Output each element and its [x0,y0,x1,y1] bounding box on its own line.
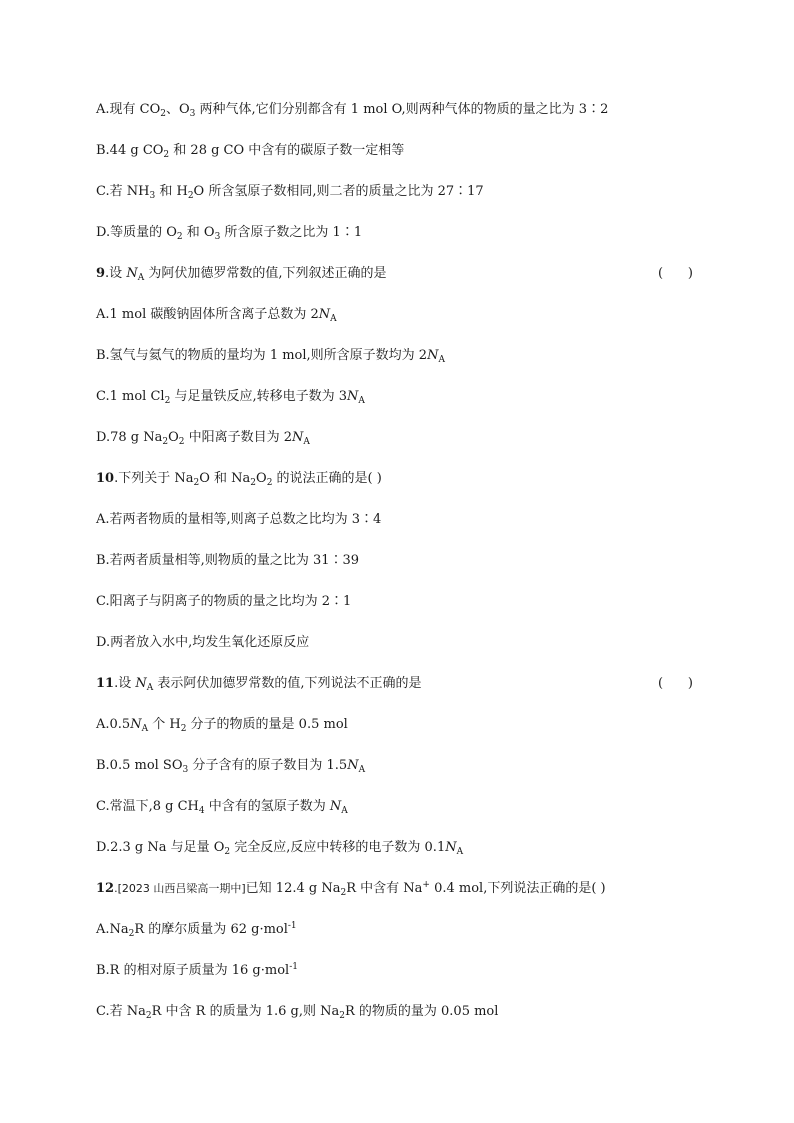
q11-option-d: D.2.3 g Na 与足量 $O_2$ 完全反应,反应中转移的电子数为 $0.1N_A$ [96,840,464,857]
answer-bracket: ( ) [658,266,693,281]
question-number: 9 [96,266,106,281]
q11-stem: 11.设 $N_A$ 表示阿伏加德罗常数的值,下列说法不正确的是 [96,676,422,693]
q10-stem: 10.下列关于 $Na_2O$ 和 $Na_2O_2$ 的说法正确的是( ) [96,471,382,488]
q12-option-c: C.若 $Na_2R$ 中含 R 的质量为 1.6 g,则 $Na_2R$ 的物质的量为 0.05 mol [96,1004,499,1021]
q12-option-a: $A.Na_2R$ 的摩尔质量为 62 g·mol$^{-1}$ [96,921,297,939]
q11-option-c: C.常温下,8 g $CH_4$ 中含有的氢原子数为 $N_A$ [96,799,348,816]
q8-option-b: B.44 g $CO_2$ 和 28 g CO 中含有的碳原子数一定相等 [96,143,405,160]
q8-option-d: D.等质量的 $O_2$ 和 $O_3$ 所含原子数之比为 1∶1 [96,225,363,242]
q10-option-d: D.两者放入水中,均发生氧化还原反应 [96,635,310,650]
q9-option-c: C.1 mol $Cl_2$ 与足量铁反应,转移电子数为 $3N_A$ [96,389,365,406]
q8-option-c: C.若 $NH_3$ 和 $H_2O$ 所含氢原子数相同,则二者的质量之比为 27∶17 [96,184,484,201]
answer-bracket: ( ) [658,676,693,691]
q9-stem: 9.设 $N_A$ 为阿伏加德罗常数的值,下列叙述正确的是 [96,266,387,283]
q10-option-c: C.阳离子与阴离子的物质的量之比均为 2∶1 [96,594,352,609]
q12-option-b: B.R 的相对原子质量为 16 g·mol$^{-1}$ [96,962,298,978]
q11-option-a: $A.0.5N_A$ 个 $H_2$ 分子的物质的量是 0.5 mol [96,717,348,734]
q11-option-b: B.0.5 mol $SO_3$ 分子含有的原子数目为 $1.5N_A$ [96,758,366,775]
question-number: 10 [96,471,115,486]
q12-stem: 12.[2023 山西吕梁高一期中]已知 12.4 g $Na_2R$ 中含有 Na+ 0.4 mol,下列说法正确的是( ) [96,880,606,898]
q9-option-d: D.78 g $Na_2O_2$ 中阳离子数目为 $2N_A$ [96,430,310,447]
question-number: 11 [96,676,115,691]
q10-option-b: B.若两者质量相等,则物质的量之比为 31∶39 [96,553,360,568]
q8-option-a: A.现有 $CO_2$、$O_3$ 两种气体,它们分别都含有 1 mol O,则两种气体的物质的量之比为 3∶2 [96,102,609,119]
q9-option-b: B.氢气与氦气的物质的量均为 1 mol,则所含原子数均为 $2N_A$ [96,348,445,365]
q10-option-a: A.若两者物质的量相等,则离子总数之比均为 3∶4 [96,512,382,527]
question-source: .[2023 山西吕梁高一期中] [114,882,246,895]
question-number: 12 [96,881,115,896]
q9-option-a: A.1 mol 碳酸钠固体所含离子总数为 $2N_A$ [96,307,337,324]
